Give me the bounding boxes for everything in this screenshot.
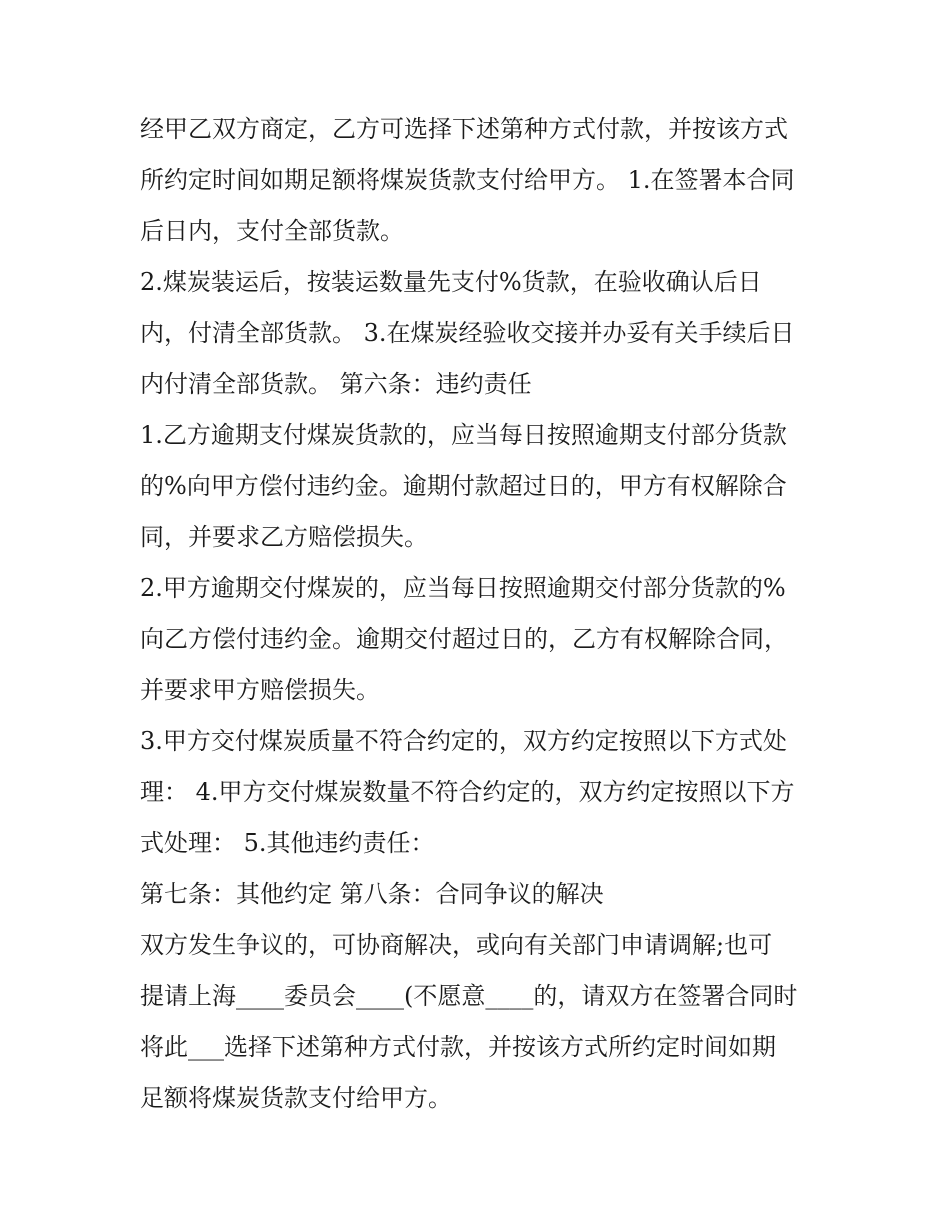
text-line: 第七条：其他约定 第八条：合同争议的解决 bbox=[140, 880, 604, 908]
text-line: 向乙方偿付违约金。逾期交付超过日的，乙方有权解除合同， bbox=[140, 625, 788, 653]
text-line: 2.煤炭装运后，按装运数量先支付%货款，在验收确认后日 bbox=[140, 268, 762, 296]
text-line: 提请上海____委员会____(不愿意____的，请双方在签署合同时 bbox=[140, 982, 798, 1010]
text-line: 式处理： 5.其他违约责任： bbox=[140, 829, 435, 857]
text-line: 后日内，支付全部货款。 bbox=[140, 217, 404, 245]
text-line: 同，并要求乙方赔偿损失。 bbox=[140, 523, 428, 551]
text-line: 2.甲方逾期交付煤炭的，应当每日按照逾期交付部分货款的% bbox=[140, 574, 786, 602]
text-line: 内，付清全部货款。 3.在煤炭经验收交接并办妥有关手续后日 bbox=[140, 319, 795, 347]
contract-body-text bbox=[140, 104, 830, 1124]
text-line: 双方发生争议的，可协商解决，或向有关部门申请调解;也可 bbox=[140, 931, 773, 959]
text-line: 所约定时间如期足额将煤炭货款支付给甲方。 1.在签署本合同 bbox=[140, 166, 795, 194]
text-line: 3.甲方交付煤炭质量不符合约定的，双方约定按照以下方式处 bbox=[140, 727, 787, 755]
text-line: 经甲乙双方商定，乙方可选择下述第种方式付款，并按该方式 bbox=[140, 115, 788, 143]
text-line: 足额将煤炭货款支付给甲方。 bbox=[140, 1084, 452, 1112]
text-line: 并要求甲方赔偿损失。 bbox=[140, 676, 380, 704]
text-line: 将此___选择下述第种方式付款，并按该方式所约定时间如期 bbox=[140, 1033, 776, 1061]
text-line: 内付清全部货款。 第六条：违约责任 bbox=[140, 370, 532, 398]
text-line: 的%向甲方偿付违约金。逾期付款超过日的，甲方有权解除合 bbox=[140, 472, 787, 500]
text-line: 1.乙方逾期支付煤炭货款的，应当每日按照逾期支付部分货款 bbox=[140, 421, 787, 449]
text-line: 理： 4.甲方交付煤炭数量不符合约定的，双方约定按照以下方 bbox=[140, 778, 795, 806]
